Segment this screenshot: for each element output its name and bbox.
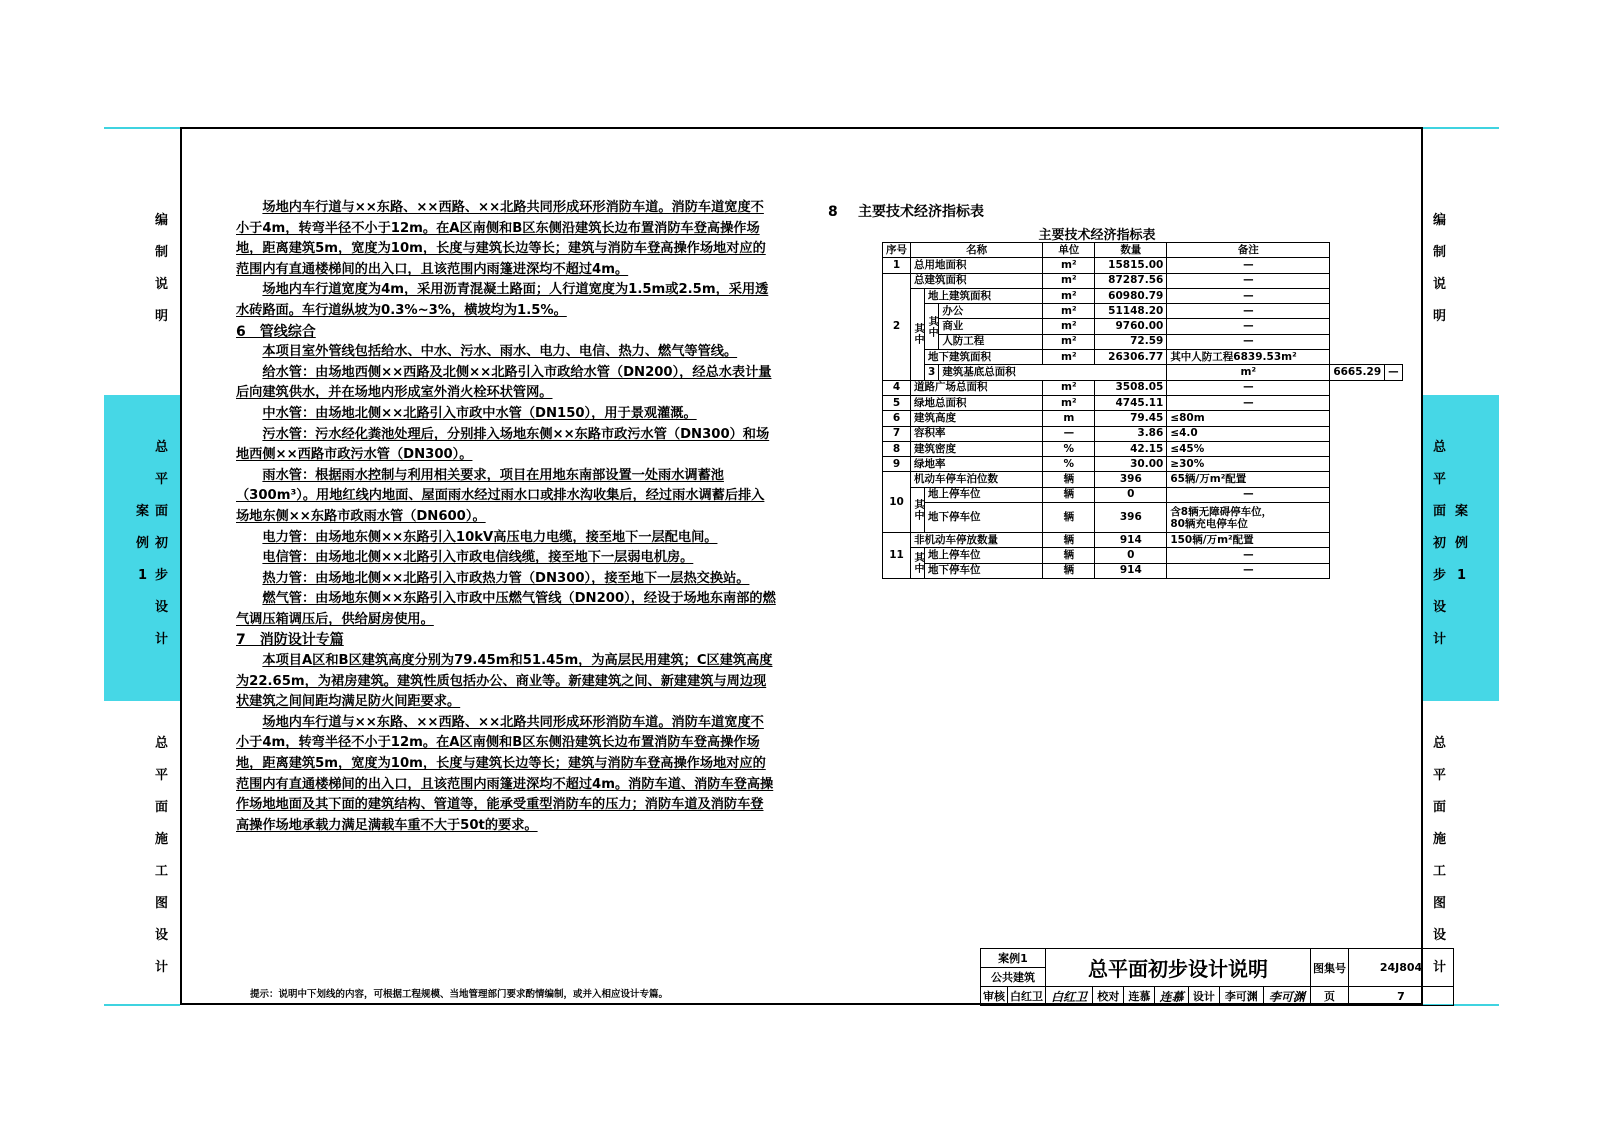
paragraph-water-supply: 给水管：由场地西侧××西路及北侧××北路引入市政给水管（DN200），经总水表计量后向建筑供水，并在场地内形成室外消火栓环状管网。 <box>236 364 772 401</box>
table-row: 3 建筑基底总面积 m² 6665.29 — <box>883 365 1403 380</box>
designer-signature: 李可渊 <box>1263 987 1310 1006</box>
paragraph-telecom: 电信管：由场地北侧××北路引入市政电信线缆，接至地下一层弱电机房。 <box>262 550 694 566</box>
bottom-left-guide-line <box>104 1004 180 1006</box>
left-nav-construction-drawing[interactable]: 总 平 面 施 工 图 设 计 <box>155 736 169 975</box>
left-nav-case-1: 案 例 1 <box>136 504 150 583</box>
reviewer-signature: 白红卫 <box>1046 987 1093 1006</box>
table-row: 10 机动车停车泊位数 辆 396 65辆/万m²配置 <box>883 472 1403 487</box>
reviewer-name: 白红卫 <box>1008 987 1046 1006</box>
top-left-guide-line <box>104 127 180 129</box>
atlas-number: 24J804 <box>1349 949 1454 987</box>
table-row: 5 绿地总面积 m² 4745.11 — <box>883 395 1403 410</box>
table-row: 1 总用地面积 m² 15815.00 — <box>883 258 1403 273</box>
building-type: 公共建筑 <box>981 968 1046 987</box>
paragraph-building-height: 本项目A区和B区建筑高度分别为79.45m和51.45m，为高层民用建筑；C区建筑高度为22.65m，为裙房建筑。建筑性质包括办公、商业等。新建建筑之间、新建建筑与周边现状建筑之间间距均满足防火间距要求。 <box>236 653 773 710</box>
table-row: 其中 地上停车位 辆 0 — <box>883 487 1403 502</box>
paragraph-reclaimed-water: 中水管：由场地北侧××北路引入市政中水管（DN150），用于景观灌溉。 <box>262 405 697 421</box>
table-caption: 主要技术经济指标表 <box>1038 228 1156 243</box>
table-row: 8 建筑密度 % 42.15 ≤45% <box>883 441 1403 456</box>
table-row: 其中 办公 m² 51148.20 — <box>883 304 1403 319</box>
table-row: 商业 m² 9760.00 — <box>883 319 1403 334</box>
right-nav-compile-notes[interactable]: 编 制 说 明 <box>1433 213 1447 324</box>
title-block: 案例1 总平面初步设计说明 图集号 24J804 公共建筑 审核 白红卫 白红卫 校对 连慕 连慕 设计 李可渊 李可渊 页 7 <box>980 948 1454 1006</box>
table-row: 其中 地上停车位 辆 0 — <box>883 548 1403 563</box>
left-nav-compile-notes[interactable]: 编 制 说 明 <box>155 213 169 324</box>
table-header-row: 序号 名称 单位 数量 备注 <box>883 243 1403 258</box>
top-right-guide-line <box>1423 127 1499 129</box>
paragraph-fire-lane-detail: 场地内车行道与××东路、××西路、××北路共同形成环形消防车道。消防车道宽度不小于4m，转弯半径不小于12m。在A区南侧和B区东侧沿建筑长边布置消防车登高操作场地，距离建筑5m，宽度为10m，长度与建筑长边等长；建筑与消防车登高操作场地对应的范围内有直通楼梯间的出入口，且该范围内雨篷进深均不超过4m。消防车道、消防车登高操作场地地面及其下面的建筑结构、管道等，能承受重型消防车的压力；消防车道及消防车登高操作场地承载力满足满载车重不大于50t的要求。 <box>236 714 774 833</box>
heading-pipeline: 6 管线综合 <box>236 323 316 340</box>
checker-signature: 连慕 <box>1155 987 1188 1006</box>
table-row: 地下停车位 辆 396 含8辆无障碍停车位， 80辆充电停车位 <box>883 503 1403 533</box>
designer-name: 李可渊 <box>1219 987 1263 1006</box>
paragraph-heating: 热力管：由场地北侧××北路引入市政热力管（DN300），接至地下一层热交换站。 <box>262 570 750 586</box>
paragraph-road-width: 场地内车行道宽度为4m，采用沥青混凝土路面；人行道宽度为1.5m或2.5m，采用透水砖路面。车行道纵坡为0.3%~3%，横坡均为1.5%。 <box>236 282 769 318</box>
table-row: 6 建筑高度 m 79.45 ≤80m <box>883 411 1403 426</box>
paragraph-fire-lane: 场地内车行道与××东路、××西路、××北路共同形成环形消防车道。消防车道宽度不小于4m，转弯半径不小于12m。在A区南侧和B区东侧沿建筑长边布置消防车登高操作场地，距离建筑5m，宽度为10m，长度与建筑长边等长；建筑与消防车登高操作场地对应的范围内有直通楼梯间的出入口，且该范围内雨篷进深均不超过4m。 <box>236 200 766 277</box>
paragraph-rainwater: 雨水管：根据雨水控制与利用相关要求，项目在用地东南部设置一处雨水调蓄池（300m³）。用地红线内地面、屋面雨水经过雨水口或排水沟收集后，经过雨水调蓄后排入场地东侧××东路市政雨水管（DN600）。 <box>236 467 765 524</box>
table-row: 其中 地上建筑面积 m² 60980.79 — <box>883 288 1403 303</box>
case-label: 案例1 <box>981 949 1046 968</box>
paragraph-sewage: 污水管：污水经化粪池处理后，分别排入场地东侧××东路市政污水管（DN300）和场地西侧××西路市政污水管（DN300）。 <box>236 426 770 463</box>
table-row: 4 道路广场总面积 m² 3508.05 — <box>883 380 1403 395</box>
drawing-title: 总平面初步设计说明 <box>1046 949 1311 987</box>
paragraph-power: 电力管：由场地东侧××东路引入10kV高压电力电缆，接至地下一层配电间。 <box>262 529 718 545</box>
atlas-label: 图集号 <box>1311 949 1349 987</box>
heading-fire-design: 7 消防设计专篇 <box>236 632 344 649</box>
paragraph-gas: 燃气管：由场地东侧××东路引入市政中压燃气管线（DN200），经设于场地东南部的燃气调压箱调压后，供给厨房使用。 <box>236 591 776 627</box>
right-nav-preliminary-design[interactable]: 总 平 面 初 步 设 计 <box>1433 440 1447 647</box>
design-description-text <box>236 198 776 836</box>
page-number: 7 <box>1349 987 1454 1006</box>
table-section-heading: 8 主要技术经济指标表 <box>828 204 984 220</box>
table-row: 9 绿地率 % 30.00 ≥30% <box>883 457 1403 472</box>
left-nav-preliminary-design[interactable]: 总 平 面 初 步 设 计 <box>155 440 169 647</box>
right-nav-construction-drawing[interactable]: 总 平 面 施 工 图 设 计 <box>1433 736 1447 975</box>
table-row: 人防工程 m² 72.59 — <box>883 334 1403 349</box>
right-nav-case-1: 案 例 1 <box>1455 504 1469 583</box>
table-row: 地下停车位 辆 914 — <box>883 563 1403 578</box>
tech-economic-table <box>882 242 1403 579</box>
table-row: 7 容积率 — 3.86 ≤4.0 <box>883 426 1403 441</box>
checker-name: 连慕 <box>1124 987 1155 1006</box>
paragraph-pipeline-intro: 本项目室外管线包括给水、中水、污水、雨水、电力、电信、热力、燃气等管线。 <box>262 344 738 360</box>
table-row: 11 非机动车停放数量 辆 914 150辆/万m²配置 <box>883 533 1403 548</box>
footnote: 提示：说明中下划线的内容，可根据工程规模、当地管理部门要求酌情编制，或并入相应设计专篇。 <box>250 989 669 1000</box>
table-row: 2 总建筑面积 m² 87287.56 — <box>883 273 1403 288</box>
table-row: 地下建筑面积 m² 26306.77 其中人防工程6839.53m² <box>883 350 1403 365</box>
